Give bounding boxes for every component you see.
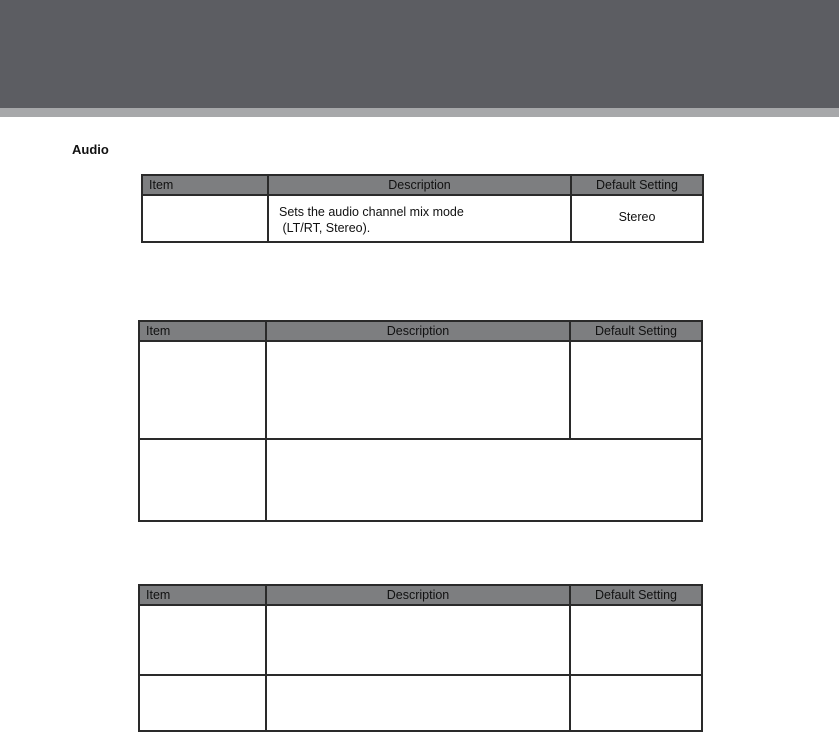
default-setting-cell: Stereo: [571, 195, 703, 242]
header-item: Item: [139, 321, 266, 341]
item-cell: [139, 439, 266, 521]
default-setting-cell: [570, 341, 702, 439]
header-description: Description: [266, 585, 570, 605]
header-default-setting: Default Setting: [570, 321, 702, 341]
page-header-band: [0, 0, 839, 108]
description-cell: [266, 341, 570, 439]
description-cell: [266, 605, 570, 675]
table-row: [139, 675, 702, 731]
table-row: [139, 439, 702, 521]
item-cell: [142, 195, 268, 242]
table-header-row: [142, 175, 703, 195]
table-header-row: [139, 585, 702, 605]
item-cell: [139, 675, 266, 731]
table-row: [139, 341, 702, 439]
section-title: Audio: [72, 142, 109, 157]
page-header-strip: [0, 108, 839, 117]
item-cell: [139, 341, 266, 439]
settings-table-2: [138, 320, 703, 522]
table-row: [142, 195, 703, 242]
description-cell: [268, 195, 571, 242]
header-description: Description: [266, 321, 570, 341]
item-cell: [139, 605, 266, 675]
default-setting-cell: [570, 605, 702, 675]
default-setting-cell: [570, 675, 702, 731]
header-default-setting: Default Setting: [570, 585, 702, 605]
header-default-setting: Default Setting: [571, 175, 703, 195]
description-cell: [266, 675, 570, 731]
description-cell: [266, 439, 702, 521]
description-line: (LT/RT, Stereo).: [279, 221, 371, 235]
audio-settings-table: [141, 174, 704, 243]
table-row: [139, 605, 702, 675]
table-header-row: [139, 321, 702, 341]
header-description: Description: [268, 175, 571, 195]
header-item: Item: [142, 175, 268, 195]
description-line: Sets the audio channel mix mode: [279, 205, 464, 219]
settings-table-3: [138, 584, 703, 732]
header-item: Item: [139, 585, 266, 605]
